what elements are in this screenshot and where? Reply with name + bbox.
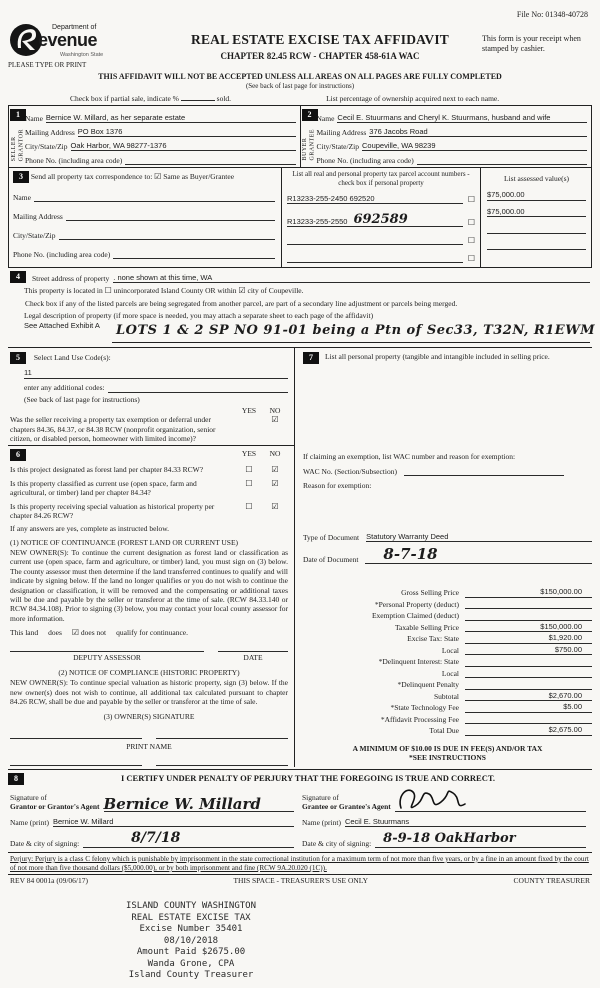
- section-1-number: 1: [10, 109, 26, 121]
- assessed-value-1[interactable]: $75,000.00: [487, 190, 586, 200]
- legal-description-line[interactable]: [112, 342, 590, 343]
- see-instructions-note: *SEE INSTRUCTIONS: [409, 753, 486, 763]
- excise-tax-state-value[interactable]: $1,920.00: [465, 633, 592, 643]
- buyer-name-label: Name: [316, 113, 335, 123]
- grantor-date-label: Date & city of signing:: [10, 838, 80, 848]
- header: [8, 22, 592, 70]
- section-7: [303, 352, 592, 364]
- parcel-row: [287, 251, 475, 263]
- stamp-excise-number: Excise Number 35401: [139, 924, 243, 935]
- seller-addr-field[interactable]: PO Box 1376: [78, 127, 296, 137]
- buyer-section: 2 BUYER GRANTEE Name Cecil E. Stuurmans and Cheryl K. Stuurmans, husband and wife Mailing Address 376 Jacobs Road City/State/Zip Coupeville, WA 98239 Phone No. (including area code): [300, 106, 592, 167]
- total-due-label: Total Due: [429, 726, 459, 736]
- seller-name-field[interactable]: Bernice W. Millard, as her separate estate: [46, 113, 296, 123]
- section-6: [8, 446, 294, 767]
- deputy-date-line[interactable]: DATE: [218, 651, 288, 662]
- form-rev-number: REV 84 0001a (09/06/17): [10, 876, 88, 885]
- does-not-checkbox[interactable]: ☑: [71, 628, 80, 637]
- seller-csz-field[interactable]: Oak Harbor, WA 98277-1376: [71, 141, 296, 151]
- owner-signature-line-1[interactable]: [10, 738, 142, 740]
- grantee-signature[interactable]: [395, 807, 473, 816]
- land-use-field[interactable]: 11: [24, 368, 288, 378]
- subtotal-label: Subtotal: [433, 691, 459, 701]
- qualify-label: qualify for continuance.: [116, 628, 188, 637]
- street-address-field[interactable]: . none shown at this time, WA: [113, 273, 590, 283]
- buyer-csz-field[interactable]: Coupeville, WA 98239: [362, 141, 587, 151]
- taxable-selling-price-value[interactable]: $150,000.00: [465, 622, 592, 632]
- owners-signature-title: (3) OWNER(S) SIGNATURE: [103, 712, 195, 722]
- grantee-date-handwritten[interactable]: 8-9-18 OakHarbor: [383, 830, 516, 846]
- legal-description-label: Legal description of property (if more space is needed, you may attach a separate sheet to each page of the affidavit): [24, 311, 374, 321]
- exemption-claimed-value[interactable]: [465, 620, 592, 621]
- grantee-sig-label: Signature of: [302, 792, 339, 802]
- forest-no-checkbox[interactable]: ☑: [271, 465, 279, 475]
- excise-tax-local-label: Local: [441, 645, 459, 655]
- assessed-value-2[interactable]: $75,000.00: [487, 207, 586, 217]
- buyer-side-label: BUYER: [302, 137, 308, 161]
- gross-selling-price-label: Gross Selling Price: [401, 588, 459, 598]
- grantee-print-label: Name (print): [302, 817, 341, 827]
- grantor-signature-block: Signature of Grantor or Grantor's Agent Bernice W. Millard Name (print) Bernice W. Millard Date & city of signing: 8/7/18: [8, 786, 300, 848]
- parcel-4-personal-checkbox[interactable]: ☐: [467, 254, 475, 264]
- owner-signature-line-2[interactable]: [156, 738, 288, 740]
- buyer-name-field[interactable]: Cecil E. Stuurmans and Cheryl K. Stuurmans, husband and wife: [337, 113, 587, 123]
- state-technology-fee-label: *State Technology Fee: [390, 703, 459, 713]
- money-table: [303, 586, 592, 736]
- historic-property-question: Is this property receiving special valuation as historical property per chapter 84.26 RCW?: [10, 501, 215, 520]
- parcel-1-number[interactable]: R13233-255-2450 692520: [287, 193, 375, 203]
- grantee-signature-block: Signature of Grantee or Grantee's Agent Name (print) Cecil E. Stuurmans Date & city of signing: 8-9-18 OakHarbor: [300, 786, 592, 848]
- print-name-line-1[interactable]: [10, 765, 142, 767]
- section-5-number: 5: [10, 352, 26, 364]
- if-yes-note: If any answers are yes, complete as instructed below.: [10, 524, 170, 534]
- section-7-number: 7: [303, 352, 319, 364]
- doc-date-label: Date of Document: [303, 554, 359, 564]
- subtotal-value[interactable]: $2,670.00: [465, 691, 592, 701]
- section-4: 4 Street address of property . none shown at this time, WA This property is located in ☐ unincorporated Island County OR within ☑ city of Coupeville. Check box if any of the listed parcels are being segregated from another parcel, are part of a secondary line adjustment or parcels being merged. Legal description of property (if more space is needed, you may attach a separate sheet to each page of the affidavit) See Attached Exhibit A LOTS 1 & 2 SP NO 91-01 being a Ptn of Sec33, T32N, R1EWM: [8, 268, 592, 347]
- assessed-value-3[interactable]: [487, 224, 586, 234]
- parcel-3-number[interactable]: [287, 244, 463, 245]
- additional-codes-field[interactable]: [108, 392, 288, 393]
- see-back-instructions: (See back of last page for instructions): [24, 394, 140, 404]
- this-land-label: This land: [10, 628, 39, 637]
- parties-box: [8, 105, 592, 168]
- corr-addr-label: Mailing Address: [13, 211, 63, 221]
- deputy-assessor-line[interactable]: DEPUTY ASSESSOR: [10, 651, 204, 662]
- ownership-note: List percentage of ownership acquired next to each name.: [326, 93, 500, 103]
- delinquent-interest-state-label: *Delinquent Interest: State: [378, 657, 459, 667]
- exemption-claimed-label: Exemption Claimed (deduct): [371, 611, 459, 621]
- parcel-1-personal-checkbox[interactable]: ☐: [467, 195, 475, 205]
- tax-exemption-question: Was the seller receiving a property tax exemption or deferral under chapters 84.36, 84.37, or 84.38 RCW (nonprofit organization, senior citizen, or disabled person, homeowner with limited income)?: [10, 415, 216, 443]
- delinquent-penalty-value[interactable]: [465, 689, 592, 690]
- print-name-label: PRINT NAME: [126, 741, 172, 751]
- state-technology-fee-value[interactable]: $5.00: [465, 702, 592, 712]
- section-5: [8, 348, 294, 447]
- grantee-print-value[interactable]: Cecil E. Stuurmans: [345, 817, 586, 827]
- current-use-question: Is this property classified as current use (open space, farm and agricultural, or timber) land per chapter 84.34?: [10, 478, 197, 498]
- legal-handwritten-value: LOTS 1 & 2 SP NO 91-01 being a Ptn of Sec33, T32N, R1EWM: [116, 322, 596, 338]
- personal-property-label: List all personal property (tangible and intangible included in selling price.: [325, 351, 550, 361]
- does-label: does: [48, 628, 62, 637]
- same-as-buyer-checkbox[interactable]: ☑: [154, 172, 162, 182]
- reason-exemption-label: Reason for exemption:: [303, 480, 372, 490]
- affidavit-processing-fee-value[interactable]: [465, 723, 592, 724]
- yes-header-6: YES: [241, 449, 257, 459]
- stamp-tax-title: REAL ESTATE EXCISE TAX: [131, 912, 251, 923]
- perjury-note: Perjury: Perjury is a class C felony which is punishable by imprisonment in the state correctional institution for a maximum term of not more than five years, or by a fine in an amount fixed by the court of not more than five thousand dollars ($5,000.00), or by both imprisonment and fine (RCW 9A.20.020 (1C)).: [8, 852, 592, 874]
- seller-name-label: Name: [25, 113, 43, 123]
- delinquent-interest-state-value[interactable]: [465, 666, 592, 667]
- does-not-label: does not: [80, 628, 107, 637]
- corr-addr-field[interactable]: [66, 220, 275, 221]
- additional-codes-label: enter any additional codes:: [24, 383, 105, 393]
- affidavit-processing-fee-label: *Affidavit Processing Fee: [380, 714, 459, 724]
- warning-note: THIS AFFIDAVIT WILL NOT BE ACCEPTED UNLESS ALL AREAS ON ALL PAGES ARE FULLY COMPLETED: [98, 72, 502, 82]
- grantee-date-label: Date & city of signing:: [302, 838, 372, 848]
- seller-section: 1 SELLER GRANTOR Name Bernice W. Millard, as her separate estate Mailing Address PO Box 1376 City/State/Zip Oak Harbor, WA 98277-1376 Phone No. (including area code): [9, 106, 300, 167]
- segregated-note: Check box if any of the listed parcels are being segregated from another parcel, are part of a secondary line adjustment or parcels being merged.: [25, 298, 458, 308]
- stamp-treasurer-name: Wanda Grone, CPA: [147, 958, 235, 969]
- stamp-date: 08/10/2018: [163, 935, 219, 946]
- delinquent-penalty-label: *Delinquent Penalty: [397, 680, 459, 690]
- grantor-sig-label: Signature of: [10, 792, 47, 802]
- exemption-no-checkbox[interactable]: ☑: [271, 415, 279, 425]
- land-use-label: Select Land Use Code(s):: [33, 352, 111, 362]
- corr-phone-field[interactable]: [113, 258, 275, 259]
- corr-csz-label: City/State/Zip: [13, 230, 56, 240]
- minimum-fee-note: A MINIMUM OF $10.00 IS DUE IN FEE(S) AND/OR TAX: [352, 743, 543, 753]
- treasurer-stamp: [76, 901, 306, 982]
- grantor-print-label: Name (print): [10, 817, 49, 827]
- section-8: [8, 769, 592, 848]
- parcel-row: [287, 194, 475, 204]
- taxable-selling-price-label: Taxable Selling Price: [394, 622, 459, 632]
- forest-land-question: Is this project designated as forest land per chapter 84.33 RCW?: [10, 465, 204, 475]
- same-as-buyer-label: Same as Buyer/Grantee: [163, 172, 235, 182]
- corr-csz-field[interactable]: [59, 239, 276, 240]
- no-header: NO: [269, 405, 281, 415]
- please-type-or-print: PLEASE TYPE OR PRINT: [8, 61, 87, 70]
- see-back-note: (See back of last page for instructions): [245, 82, 355, 91]
- file-number: File No: 01348-40728: [516, 10, 588, 19]
- wac-label: WAC No. (Section/Subsection): [303, 466, 397, 476]
- form-subtitle: CHAPTER 82.45 RCW - CHAPTER 458-61A WAC: [220, 50, 420, 61]
- section-6-number: 6: [10, 449, 26, 461]
- notice-continuance-body: NEW OWNER(S): To continue the current designation as forest land or classification as current use (open space, farm and agriculture, or timber) land, you must sign on (3) below. The county assessor must then determine if the land transferred continues to qualify and will indicate by signing below. If the land no longer qualifies or you do not wish to continue the designation or classification, it will be removed and the compensating or additional taxes will be due and payable by the seller or transferor at the time of sale. (RCW 84.33.140 or RCW 84.34.108). Prior to signing (3) below, you may contact your local county assessor for more information.: [10, 548, 288, 623]
- doc-type-field[interactable]: Statutory Warranty Deed: [366, 532, 592, 542]
- partial-sale-percent-field[interactable]: [181, 100, 215, 101]
- section-2-number: 2: [302, 109, 318, 121]
- sold-label: sold.: [216, 93, 232, 103]
- grantor-date-handwritten[interactable]: 8/7/18: [131, 829, 181, 846]
- print-name-line-2[interactable]: [156, 765, 288, 767]
- excise-tax-local-value[interactable]: $750.00: [465, 645, 592, 655]
- corr-phone-label: Phone No. (including area code): [13, 249, 111, 259]
- excise-tax-state-label: Excise Tax: State: [407, 634, 459, 644]
- notice-compliance-title: (2) NOTICE OF COMPLIANCE (HISTORIC PROPERTY): [58, 667, 240, 677]
- receipt-note: This form is your receipt when stamped by cashier.: [482, 34, 581, 53]
- form-title: REAL ESTATE EXCISE TAX AFFIDAVIT: [191, 32, 449, 47]
- county-treasurer-label: COUNTY TREASURER: [513, 876, 590, 885]
- seller-csz-label: City/State/Zip: [25, 141, 68, 151]
- forest-yes-checkbox[interactable]: ☐: [245, 465, 253, 475]
- section-3-number: 3: [13, 171, 29, 183]
- buyer-phone-label: Phone No. (including area code): [316, 155, 414, 165]
- no-header-6: NO: [269, 449, 281, 459]
- seller-phone-field[interactable]: [125, 164, 295, 165]
- buyer-csz-label: City/State/Zip: [316, 141, 359, 151]
- seller-phone-label: Phone No. (including area code): [25, 155, 123, 165]
- parcel-3-personal-checkbox[interactable]: ☐: [467, 236, 475, 246]
- legal-typed-value[interactable]: See Attached Exhibit A: [24, 320, 100, 330]
- delinquent-interest-local-label: Local: [441, 668, 459, 678]
- section-4-number: 4: [10, 271, 26, 283]
- right-column: [295, 348, 592, 768]
- corr-name-label: Name: [13, 192, 31, 202]
- notice-continuance-title: (1) NOTICE OF CONTINUANCE (FOREST LAND OR CURRENT USE): [10, 537, 239, 547]
- current-use-yes-checkbox[interactable]: ☐: [245, 478, 253, 488]
- parcel-2-number[interactable]: R13233-255-2550: [287, 217, 348, 226]
- personal-property-field[interactable]: [303, 364, 592, 452]
- logo-department-of: Department of: [52, 23, 97, 31]
- certify-statement: I CERTIFY UNDER PENALTY OF PERJURY THAT THE FOREGOING IS TRUE AND CORRECT.: [120, 773, 495, 783]
- notice-compliance-body: NEW OWNER(S): To continue special valuation as historic property, sign (3) below. If the new owner(s) does not wish to continue, all additional tax calculated pursuant to chapter 84.26 RCW, shall be due and payable by the seller or transferor at the time of sale.: [10, 678, 288, 706]
- section-8-number: 8: [8, 773, 24, 785]
- buyer-addr-label: Mailing Address: [316, 127, 367, 137]
- footer: [8, 874, 592, 887]
- exemption-note: If claiming an exemption, list WAC number and reason for exemption:: [303, 451, 516, 461]
- total-due-value[interactable]: $2,675.00: [465, 725, 592, 735]
- parcel-row: [287, 233, 475, 245]
- personal-property-deduct-label: *Personal Property (deduct): [374, 599, 459, 609]
- historic-no-checkbox[interactable]: ☑: [271, 501, 279, 511]
- left-column: [8, 348, 295, 768]
- buyer-addr-field[interactable]: 376 Jacobs Road: [369, 127, 587, 137]
- current-use-no-checkbox[interactable]: ☑: [271, 478, 279, 488]
- correspondence-label: Send all property tax correspondence to:: [30, 172, 153, 182]
- delinquent-interest-local-value[interactable]: [465, 677, 592, 678]
- city-checkbox[interactable]: ☑: [238, 286, 246, 296]
- parcel-header: List all real and personal property tax parcel account numbers - check box if personal property: [292, 170, 470, 187]
- parcel-2-handwritten: 692589: [353, 212, 408, 228]
- personal-property-deduct-value[interactable]: [465, 608, 592, 609]
- grantor-signature[interactable]: Bernice W. Millard: [103, 794, 261, 813]
- stamp-treasurer-title: Island County Treasurer: [128, 970, 254, 981]
- parcel-4-number[interactable]: [287, 262, 463, 263]
- section-3: [8, 168, 592, 268]
- partial-sale-label: Check box if partial sale, indicate %: [70, 93, 179, 103]
- treasurer-space-label: THIS SPACE - TREASURER'S USE ONLY: [233, 876, 369, 885]
- seller-addr-label: Mailing Address: [25, 127, 75, 137]
- yes-header: YES: [241, 405, 257, 415]
- street-address-label: Street address of property: [32, 274, 110, 283]
- grantor-print-value[interactable]: Bernice W. Millard: [53, 817, 294, 827]
- city-of-label: city of Coupeville.: [247, 286, 304, 296]
- logo-washington-state: Washington State: [60, 51, 104, 58]
- corr-name-field[interactable]: [34, 201, 275, 202]
- seller-side-label: SELLER: [10, 136, 17, 162]
- located-in-label: This property is located in: [24, 286, 103, 296]
- doc-date-handwritten: 8-7-18: [383, 544, 438, 563]
- gross-selling-price-value[interactable]: $150,000.00: [465, 587, 592, 597]
- stamp-amount-paid: Amount Paid $2675.00: [136, 947, 246, 958]
- reason-exemption-field[interactable]: [303, 490, 592, 528]
- buyer-phone-field[interactable]: [417, 164, 587, 165]
- parcel-2-personal-checkbox[interactable]: ☐: [467, 218, 475, 228]
- assessed-value-4[interactable]: [487, 240, 586, 250]
- dor-logo: [8, 22, 158, 70]
- doc-type-label: Type of Document: [303, 532, 360, 542]
- stamp-county: ISLAND COUNTY WASHINGTON: [125, 901, 257, 912]
- parcel-row: [287, 210, 475, 227]
- logo-revenue: evenue: [38, 30, 98, 51]
- assessed-header: List assessed value(s): [504, 174, 569, 184]
- unincorporated-checkbox[interactable]: ☐: [104, 286, 112, 296]
- wac-field[interactable]: [404, 475, 564, 476]
- historic-yes-checkbox[interactable]: ☐: [245, 501, 253, 511]
